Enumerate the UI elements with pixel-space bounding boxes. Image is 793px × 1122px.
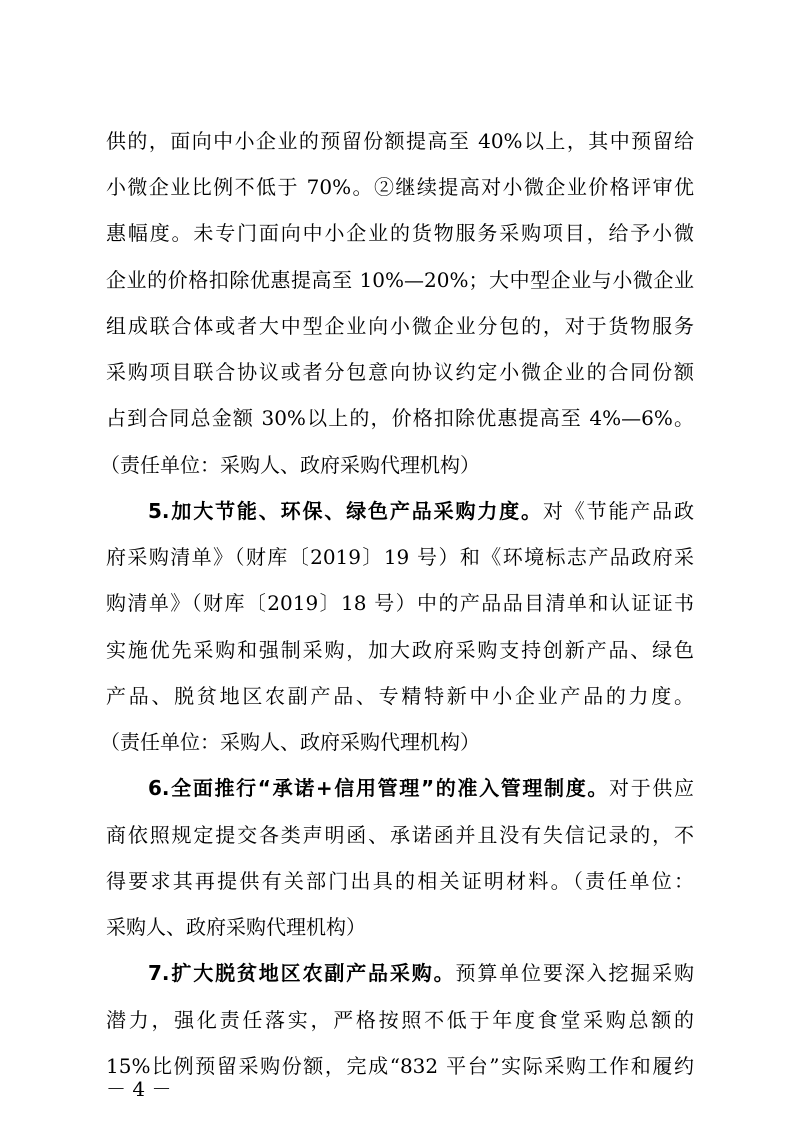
section-heading: 5.加大节能、环保、绿色产品采购力度。 [148, 499, 543, 523]
text-line: 商依照规定提交各类声明函、承诺函并且没有失信记录的，不 [106, 823, 694, 847]
text-line: 组成联合体或者大中型企业向小微企业分包的，对于货物服务 [106, 314, 694, 338]
section-5-first-line: 5.加大节能、环保、绿色产品采购力度。对《节能产品政 [148, 499, 695, 523]
text-line: 得要求其再提供有关部门出具的相关证明材料。（责任单位： [106, 869, 694, 893]
text-line: 府采购清单》（财库〔2019〕19 号）和《环境标志产品政府采 [106, 545, 694, 569]
text-line: 购清单》（财库〔2019〕18 号）中的产品品目清单和认证证书 [106, 591, 694, 615]
section-7-first-line: 7.扩大脱贫地区农副产品采购。预算单位要深入挖掘采购 [148, 961, 695, 985]
text-line: 产品、脱贫地区农副产品、专精特新中小企业产品的力度。 [106, 684, 694, 708]
text-line: 企业的价格扣除优惠提高至 10%—20%；大中型企业与小微企业 [106, 268, 694, 292]
text-line: 采购项目联合协议或者分包意向协议约定小微企业的合同份额 [106, 360, 694, 384]
text-line: 15%比例预留采购份额，完成“832 平台”实际采购工作和履约 [106, 1054, 694, 1078]
text-line: （责任单位：采购人、政府采购代理机构） [100, 453, 480, 477]
text-line: 占到合同总金额 30%以上的，价格扣除优惠提高至 4%—6%。 [106, 406, 694, 430]
text-line: 潜力，强化责任落实，严格按照不低于年度食堂采购总额的 [106, 1008, 694, 1032]
text-line: 供的，面向中小企业的预留份额提高至 40%以上，其中预留给 [106, 129, 694, 153]
section-6-first-line: 6.全面推行“承诺+信用管理”的准入管理制度。对于供应 [148, 776, 695, 800]
text-line: 实施优先采购和强制采购，加大政府采购支持创新产品、绿色 [106, 638, 694, 662]
section-heading: 6.全面推行“承诺+信用管理”的准入管理制度。 [148, 776, 610, 800]
page-number: － 4 － [106, 1077, 172, 1101]
text-line: 惠幅度。未专门面向中小企业的货物服务采购项目，给予小微 [106, 221, 694, 245]
text-line: 小微企业比例不低于 70%。②继续提高对小微企业价格评审优 [106, 175, 694, 199]
text-line: （责任单位：采购人、政府采购代理机构） [100, 730, 480, 754]
text-line: 采购人、政府采购代理机构） [106, 915, 366, 939]
section-heading: 7.扩大脱贫地区农副产品采购。 [148, 961, 456, 985]
